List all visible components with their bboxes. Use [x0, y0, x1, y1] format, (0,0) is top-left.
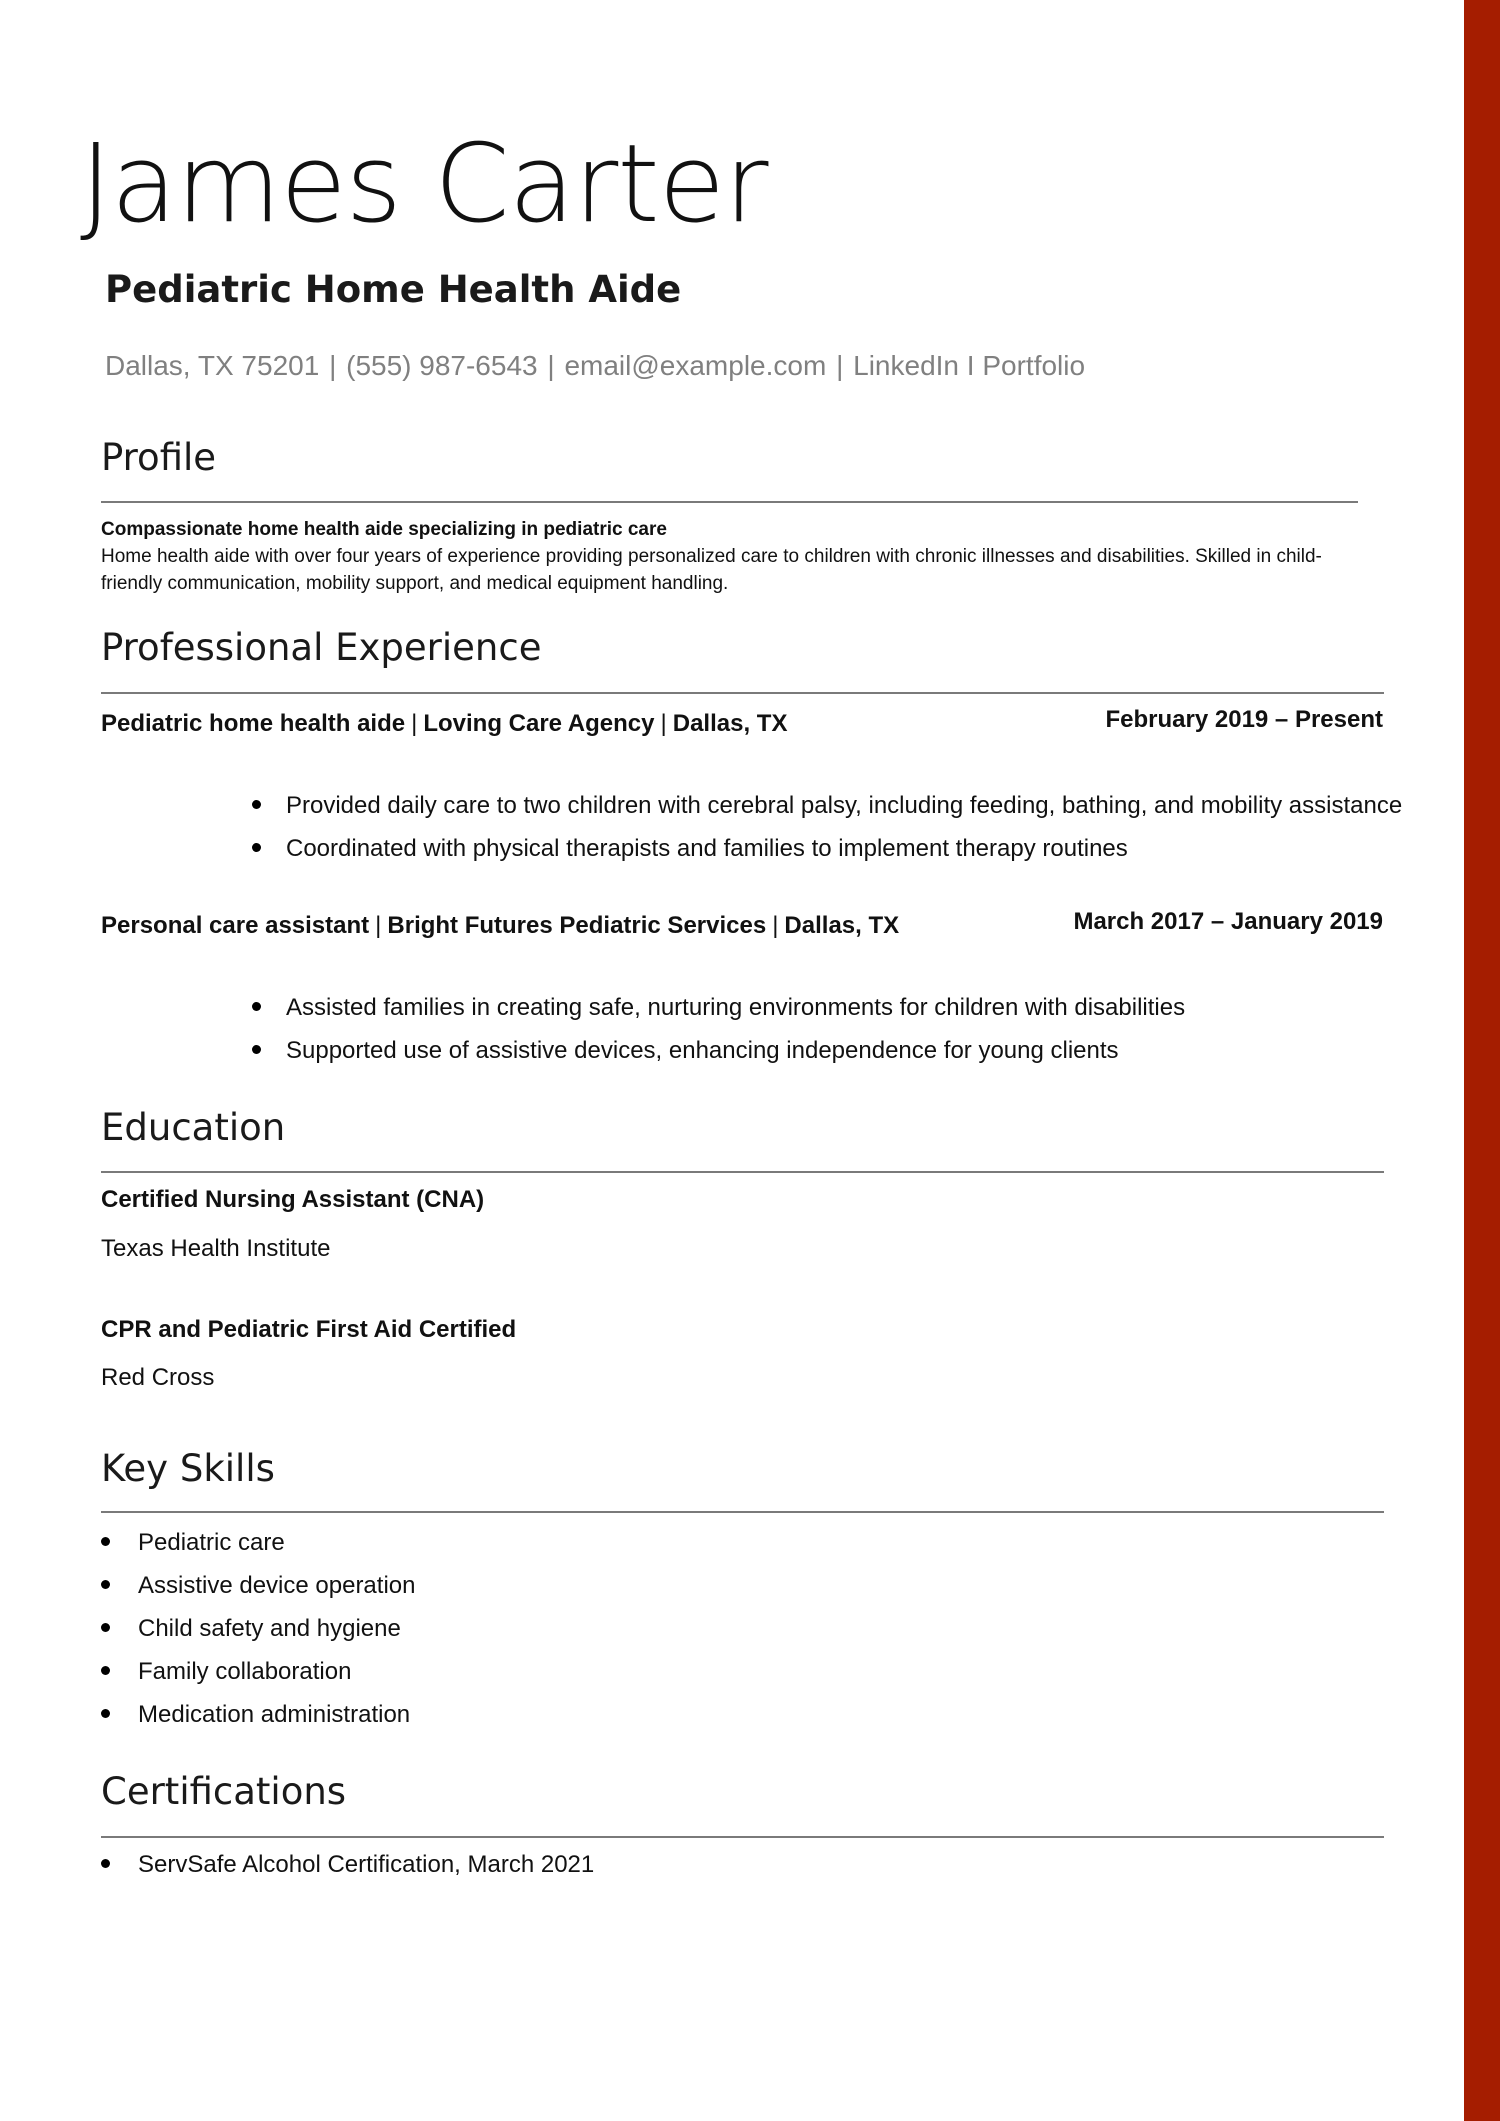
- skill-item: Child safety and hygiene: [101, 1607, 415, 1650]
- job-bullet-item: Provided daily care to two children with cerebral palsy, including feeding, bathing, and mobility assistance: [286, 784, 1402, 827]
- job-separator: |: [411, 710, 418, 737]
- skill-item: Medication administration: [101, 1693, 415, 1736]
- job-bullet-item: Coordinated with physical therapists and families to implement therapy routines: [286, 827, 1402, 870]
- job-location: Dallas, TX: [784, 912, 900, 939]
- certification-item: ServSafe Alcohol Certification, March 2021: [101, 1843, 594, 1886]
- profile-summary: [101, 516, 1351, 597]
- section-heading-experience: Professional Experience: [101, 626, 542, 669]
- job-separator: |: [772, 912, 779, 939]
- job-company: Bright Futures Pediatric Services: [387, 912, 767, 939]
- contact-phone: (555) 987-6543: [346, 350, 538, 381]
- contact-separator: |: [836, 350, 844, 381]
- accent-sidebar-bar: [1464, 0, 1500, 2121]
- job-bullet-item: Assisted families in creating safe, nurturing environments for children with disabilities: [286, 986, 1185, 1029]
- education-title: Certified Nursing Assistant (CNA): [101, 1186, 485, 1213]
- profile-headline: Compassionate home health aide specializing in pediatric care: [101, 519, 667, 540]
- job-separator: |: [660, 710, 667, 737]
- job-separator: |: [375, 912, 382, 939]
- contact-email[interactable]: email@example.com: [564, 350, 827, 381]
- candidate-title: Pediatric Home Health Aide: [105, 268, 682, 311]
- skills-list: [101, 1521, 415, 1736]
- contact-separator: |: [329, 350, 337, 381]
- section-heading-certifications: Certifications: [101, 1770, 347, 1813]
- section-divider: [101, 1836, 1384, 1838]
- section-heading-education: Education: [101, 1106, 286, 1149]
- section-heading-profile: Profile: [101, 436, 217, 479]
- job-header: [101, 708, 787, 740]
- contact-links[interactable]: LinkedIn I Portfolio: [853, 350, 1086, 381]
- section-divider: [101, 692, 1384, 694]
- candidate-name: James Carter: [80, 122, 768, 247]
- skill-item: Family collaboration: [101, 1650, 415, 1693]
- education-institution: Red Cross: [101, 1364, 215, 1391]
- contact-separator: |: [547, 350, 555, 381]
- education-institution: Texas Health Institute: [101, 1235, 331, 1262]
- skill-item: Assistive device operation: [101, 1564, 415, 1607]
- profile-text: Home health aide with over four years of experience providing personalized care to children with chronic illnesses and disabilities. Skilled in child-friendly communication, mobility support, and medical equipment handling.: [101, 546, 1322, 594]
- job-company: Loving Care Agency: [423, 710, 655, 737]
- section-divider: [101, 1511, 1384, 1513]
- job-bullets: [286, 784, 1402, 870]
- job-location: Dallas, TX: [672, 710, 788, 737]
- contact-line: [105, 346, 1085, 386]
- job-role: Pediatric home health aide: [101, 710, 406, 737]
- skill-item: Pediatric care: [101, 1521, 415, 1564]
- job-header: [101, 910, 899, 942]
- job-bullets: [286, 986, 1185, 1072]
- certifications-list: [101, 1843, 594, 1886]
- section-divider: [101, 1171, 1384, 1173]
- job-role: Personal care assistant: [101, 912, 370, 939]
- contact-location: Dallas, TX 75201: [105, 350, 320, 381]
- job-dates: February 2019 – Present: [1105, 706, 1383, 733]
- job-dates: March 2017 – January 2019: [1073, 908, 1383, 935]
- section-divider: [101, 501, 1358, 503]
- job-bullet-item: Supported use of assistive devices, enhancing independence for young clients: [286, 1029, 1185, 1072]
- section-heading-skills: Key Skills: [101, 1447, 275, 1490]
- education-title: CPR and Pediatric First Aid Certified: [101, 1316, 517, 1343]
